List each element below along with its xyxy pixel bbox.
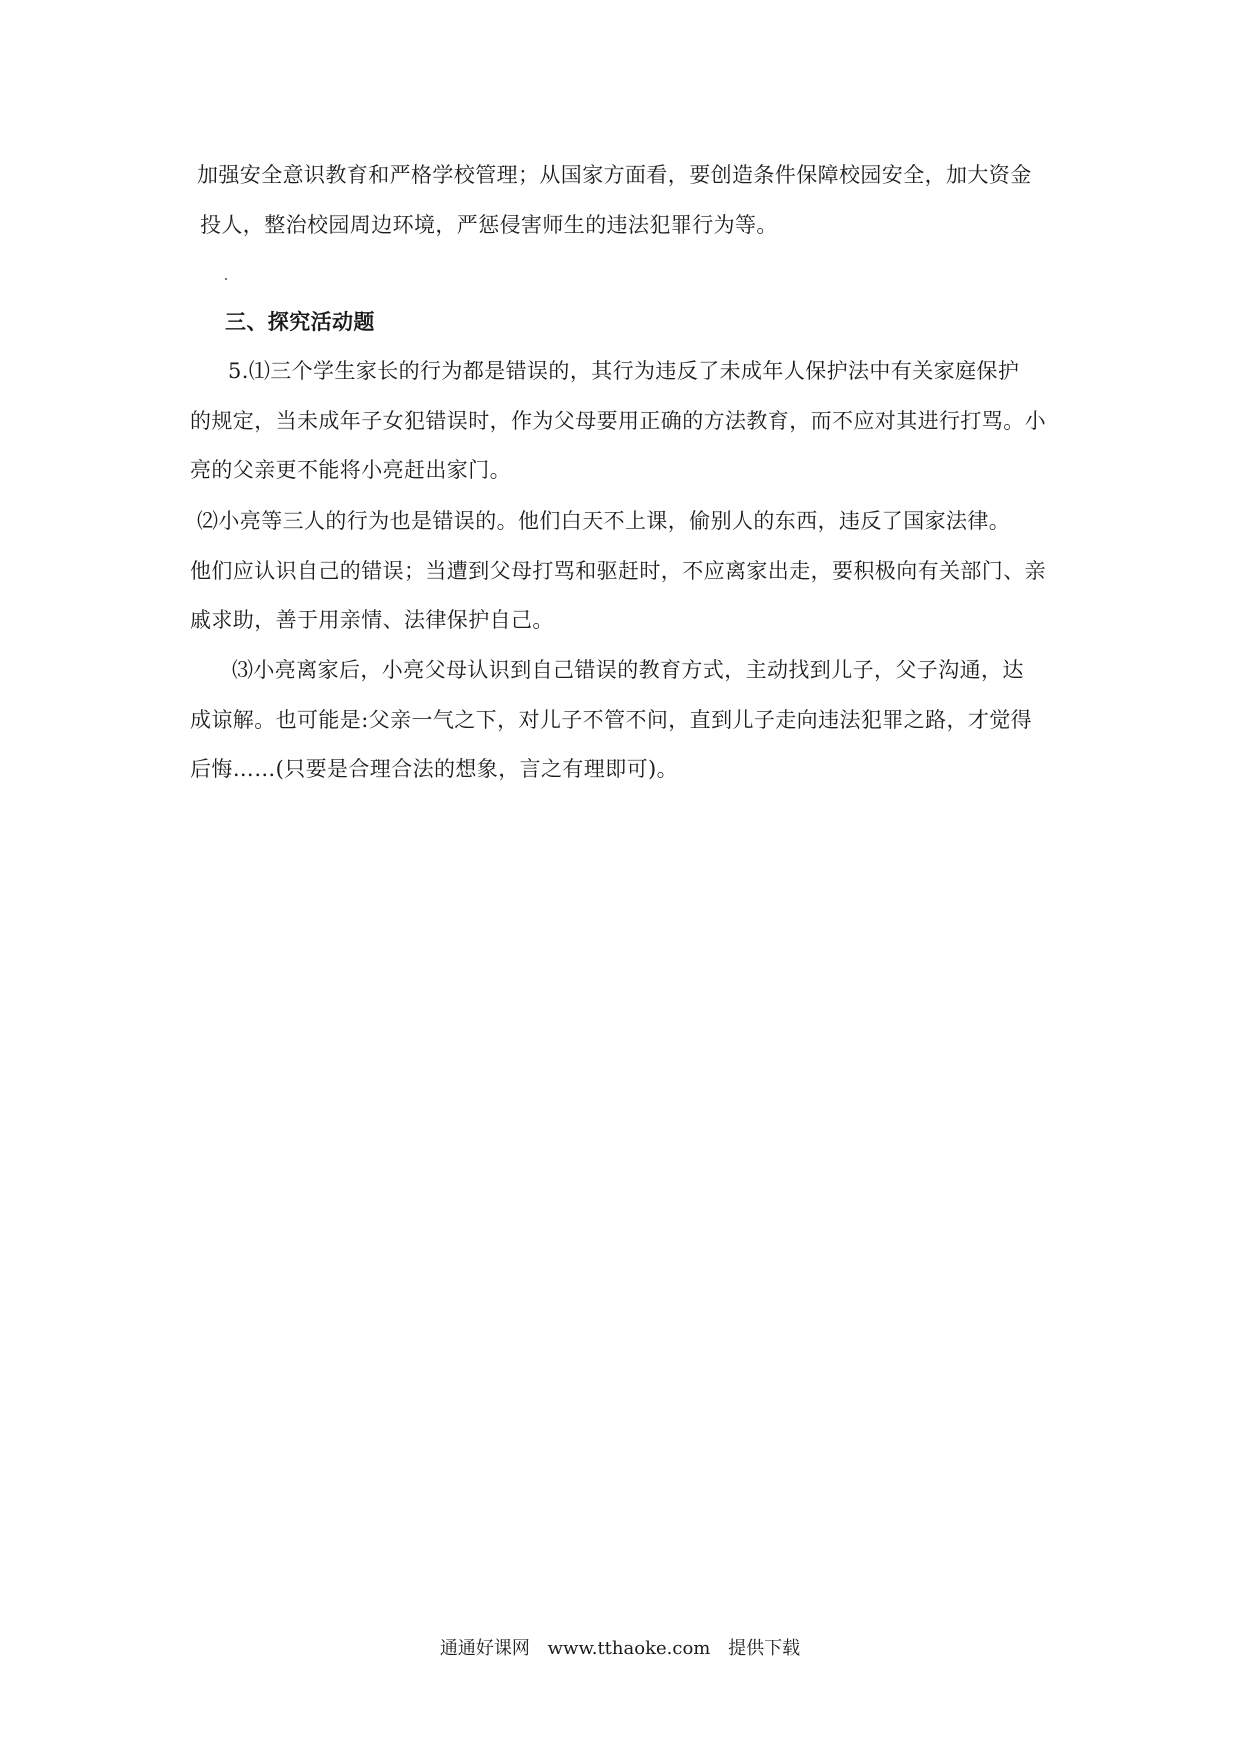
- page-footer: [0, 1637, 1240, 1661]
- paragraph-line: 成谅解。也可能是:父亲一气之下，对儿子不管不问，直到儿子走向违法犯罪之路，才觉得: [190, 708, 1033, 732]
- paragraph-line: 他们应认识自己的错误；当遭到父母打骂和驱赶时，不应离家出走，要积极向有关部门、亲: [190, 559, 1046, 583]
- footer-url[interactable]: www.tthaoke.com: [547, 1638, 711, 1659]
- stray-mark: [225, 278, 227, 280]
- paragraph-line: 投人，整治校园周边环境，严惩侵害师生的违法犯罪行为等。: [200, 213, 778, 237]
- paragraph-line: 后悔……(只要是合理合法的想象，言之有理即可)。: [190, 757, 678, 781]
- paragraph-line: ⑵小亮等三人的行为也是错误的。他们白天不上课，偷别人的东西，违反了国家法律。: [197, 509, 1011, 533]
- paragraph-line: 亮的父亲更不能将小亮赶出家门。: [190, 458, 511, 482]
- paragraph-line: ⑶小亮离家后，小亮父母认识到自己错误的教育方式，主动找到儿子，父子沟通，达: [232, 658, 1024, 682]
- footer-site-name: 通通好课网: [439, 1638, 530, 1659]
- paragraph-line: 的规定，当未成年子女犯错误时，作为父母要用正确的方法教育，而不应对其进行打骂。小: [190, 409, 1046, 433]
- section-heading: 三、探究活动题: [225, 309, 375, 334]
- paragraph-line: 加强安全意识教育和严格学校管理；从国家方面看，要创造条件保障校园安全，加大资金: [197, 163, 1032, 187]
- paragraph-line: 5.⑴三个学生家长的行为都是错误的，其行为违反了未成年人保护法中有关家庭保护: [228, 359, 1020, 383]
- footer-suffix: 提供下载: [728, 1638, 801, 1659]
- paragraph-line: 戚求助，善于用亲情、法律保护自己。: [190, 608, 554, 632]
